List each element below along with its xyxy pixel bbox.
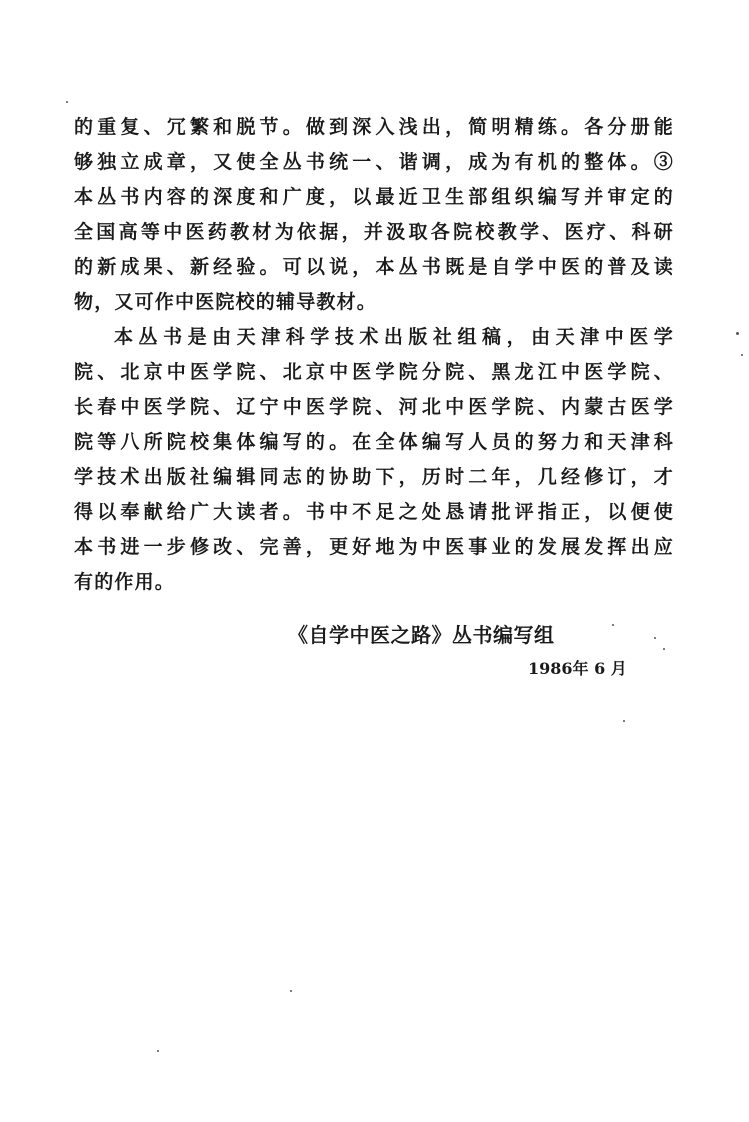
body-text [74,110,674,600]
paragraph-2-line-5: 学技术出版社编辑同志的协助下，历时二年，几经修订，才 [74,466,674,488]
scan-speck [66,101,68,103]
author-signature: 《自学中医之路》丛书编写组 [288,623,555,647]
scan-speck [736,332,739,335]
scan-speck [623,720,625,722]
scan-speck [612,624,614,626]
paragraph-2-line-2: 院、北京中医学院、北京中医学院分院、黑龙江中医学院、 [74,361,674,383]
paragraph-1-line-5: 的新成果、新经验。可以说，本丛书既是自学中医的普及读 [74,256,674,278]
scan-speck [290,990,292,992]
scan-speck [741,354,743,356]
scan-speck [654,637,656,639]
scan-speck [157,1050,159,1052]
paragraph-1-line-4: 全国高等中医药教材为依据，并汲取各院校教学、医疗、科研 [74,221,674,243]
paragraph-2-line-3: 长春中医学院、辽宁中医学院、河北中医学院、内蒙古医学 [74,396,674,418]
paragraph-2-line-1: 本丛书是由天津科学技术出版社组稿，由天津中医学 [114,326,674,348]
paragraph-1-line-1: 的重复、冗繁和脱节。做到深入浅出，简明精练。各分册能 [74,116,674,138]
paragraph-2-line-8: 有的作用。 [74,571,176,593]
publication-date: 1986年 6 月 [528,659,627,678]
paragraph-1-line-3: 本丛书内容的深度和广度，以最近卫生部组织编写并审定的 [74,186,674,208]
scan-speck [663,648,665,650]
paragraph-1-line-2: 够独立成章，又使全丛书统一、谐调，成为有机的整体。③ [74,151,674,173]
paragraph-2-line-6: 得以奉献给广大读者。书中不足之处恳请批评指正，以便使 [74,501,674,523]
paragraph-2-line-4: 院等八所院校集体编写的。在全体编写人员的努力和天津科 [74,431,674,453]
paragraph-2-line-7: 本书进一步修改、完善，更好地为中医事业的发展发挥出应 [74,536,674,558]
paragraph-1-line-6: 物，又可作中医院校的辅导教材。 [74,291,378,313]
